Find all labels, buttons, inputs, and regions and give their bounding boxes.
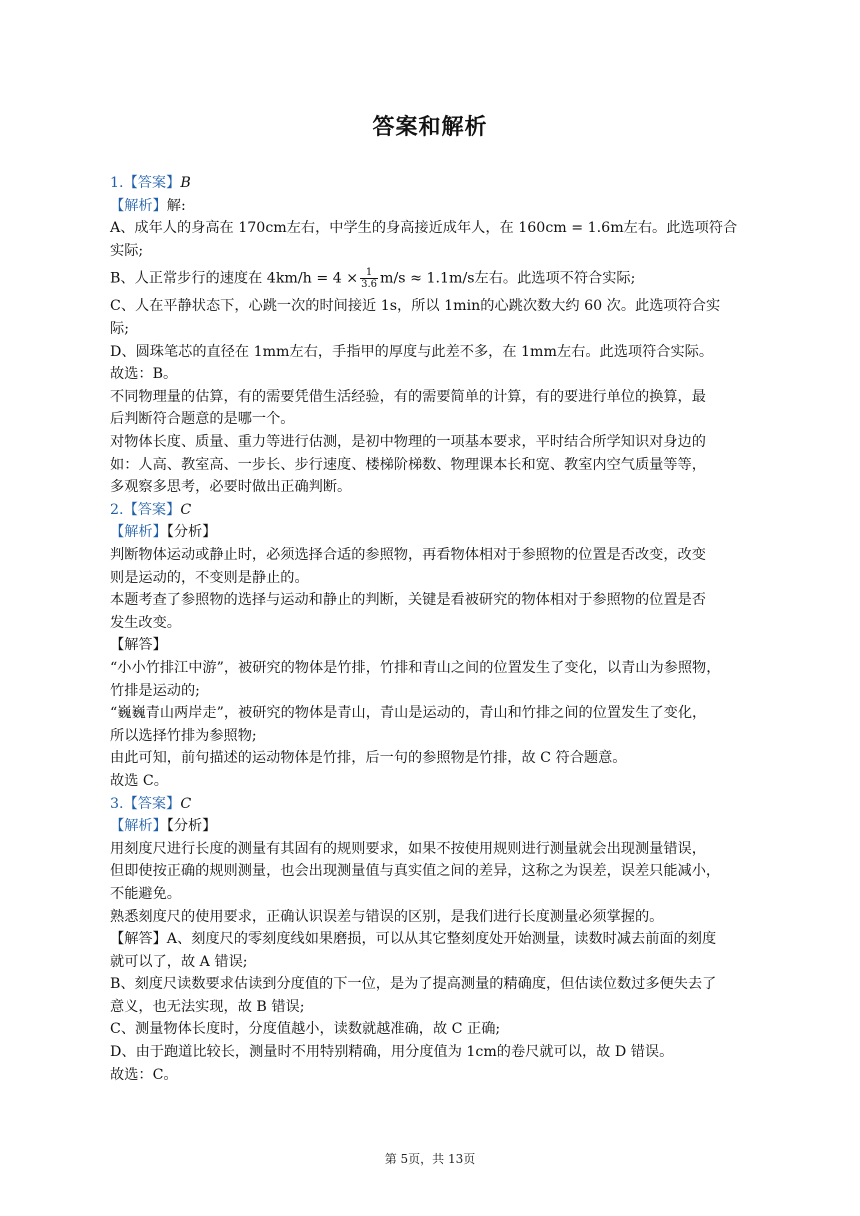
q1-option-d-line1: D、圆珠笔芯的直径在 1mm左右，手指甲的厚度与此差不多，在 1mm左右。此选项符合实际。 [110, 343, 714, 360]
q1-para2-line1: 对物体长度、质量、重力等进行估测，是初中物理的一项基本要求，平时结合所学知识对身边的 [110, 434, 706, 451]
q1-answer-tag: 【答案】 [123, 175, 181, 191]
q1-jiexi-line [110, 195, 750, 218]
q3-number: 3. [110, 795, 124, 812]
fraction-numerator: 1 [360, 267, 378, 279]
q2-answer: C [180, 501, 192, 518]
q3-option-c-line1: C、测量物体长度时，分度值越小，读数就越准确，故 C 正确; [110, 1021, 501, 1038]
q3-answer-tag: 【答案】 [123, 795, 181, 812]
q3-jieda-tag: 【解答】 [110, 931, 167, 948]
q3-option-a-line1 [110, 928, 750, 951]
q2-jiexi-tag: 【解析】 [110, 524, 167, 541]
q3-para2: 熟悉刻度尺的使用要求，正确认识误差与错误的区别，是我们进行长度测量必须掌握的。 [110, 908, 664, 925]
q3-option-b-line1: B、刻度尺读数要求估读到分度值的下一位，是为了提高测量的精确度，但估读位数过多便失去了 [110, 976, 717, 993]
q1-choose: 故选：B。 [110, 366, 178, 383]
q3-option-d-line1: D、由于跑道比较长，测量时不用特别精确，用分度值为 1cm的卷尺就可以，故 D 错误。 [110, 1044, 674, 1061]
q3-option-a-text: A、刻度尺的零刻度线如果磨损，可以从其它整刻度处开始测量，读数时减去前面的刻度 [166, 931, 717, 948]
q1-para1-line1: 不同物理量的估算，有的需要凭借生活经验，有的需要简单的计算，有的要进行单位的换算，最 [110, 388, 706, 405]
q3-para1-line3: 不能避免。 [110, 885, 181, 902]
q2-jieda-tag: 【解答】 [110, 637, 167, 654]
q2-para2-line2: 发生改变。 [110, 614, 181, 631]
q1-number: 1. [110, 175, 124, 191]
q2-para1-line1: 判断物体运动或静止时，必须选择合适的参照物，再看物体相对于参照物的位置是否改变，改变 [110, 547, 706, 563]
q2-s3: 由此可知，前句描述的运动物体是竹排，后一句的参照物是竹排，故 C 符合题意。 [110, 750, 627, 767]
q3-para1-line2: 但即使按正确的规则测量，也会出现测量值与真实值之间的差异，这称之为误差，误差只能减小， [110, 863, 721, 880]
q3-para1-line1: 用刻度尺进行长度的测量有其固有的规则要求，如果不按使用规则进行测量就会出现测量错误， [110, 840, 706, 857]
q2-para1-line2: 则是运动的，不变则是静止的。 [110, 569, 309, 586]
q1-answer: B [180, 175, 191, 191]
q1-jiexi-tag: 【解析】 [110, 197, 167, 214]
q1-jiexi-rest: 解: [166, 197, 186, 214]
page-footer: 第 5页，共 13页 [384, 1152, 476, 1166]
q1-option-b-line [110, 267, 750, 290]
q2-para2-line1: 本题考查了参照物的选择与运动和静止的判断，关键是看被研究的物体相对于参照物的位置是否 [110, 592, 706, 609]
answer-content [110, 172, 750, 1086]
q1-option-b-fraction [360, 267, 378, 290]
q2-choose: 故选 C。 [110, 772, 168, 789]
q3-fenxi-tag: 【分析】 [166, 818, 217, 835]
q1-option-a-line1: A、成年人的身高在 170cm左右，中学生的身高接近成年人，在 160cm = 1.6m左右。此选项符合 [110, 220, 738, 237]
q1-option-b-post: m/s ≈ 1.1m/s左右。此选项不符合实际; [380, 270, 636, 287]
page-title: 答案和解析 [372, 115, 488, 140]
q1-para2-line3: 多观察多思考，必要时做出正确判断。 [110, 479, 352, 496]
q1-para2-line2: 如：人高、教室高、一步长、步行速度、楼梯阶梯数、物理课本长和宽、教室内空气质量等等， [110, 456, 706, 473]
q2-s1-line1: “小小竹排江中游”，被研究的物体是竹排，竹排和青山之间的位置发生了变化，以青山为参照物， [110, 659, 721, 676]
q2-s2-line1: “巍巍青山两岸走”，被研究的物体是青山，青山是运动的，青山和竹排之间的位置发生了变化， [110, 705, 707, 722]
q1-option-c-line1: C、人在平静状态下，心跳一次的时间接近 1s，所以 1min的心跳次数大约 60 次。此选项符合实 [110, 298, 721, 315]
q3-option-b-line2: 意义，也无法实现，故 B 错误; [110, 998, 305, 1015]
q3-jiexi-line [110, 815, 750, 838]
q2-header [110, 499, 750, 522]
q1-header [110, 172, 750, 195]
q2-s2-line2: 所以选择竹排为参照物; [110, 727, 257, 744]
q3-answer: C [180, 795, 192, 812]
q1-option-a-line2: 实际; [110, 242, 144, 259]
q2-number: 2. [110, 501, 124, 518]
fraction-denominator: 3.6 [361, 279, 378, 291]
q3-choose: 故选：C。 [110, 1066, 178, 1083]
q3-option-a-line2: 就可以了，故 A 错误; [110, 953, 248, 970]
q1-option-b-pre: B、人正常步行的速度在 4km/h = 4 × [110, 270, 359, 287]
q1-option-c-line2: 际; [110, 321, 129, 338]
q2-s1-line2: 竹排是运动的; [110, 682, 200, 699]
q2-answer-tag: 【答案】 [123, 501, 181, 518]
q3-header [110, 793, 750, 816]
q3-jiexi-tag: 【解析】 [110, 818, 167, 835]
q2-fenxi-tag: 【分析】 [166, 524, 217, 541]
q1-para1-line2: 后判断符合题意的是哪一个。 [110, 411, 295, 428]
q2-jiexi-line [110, 521, 750, 544]
